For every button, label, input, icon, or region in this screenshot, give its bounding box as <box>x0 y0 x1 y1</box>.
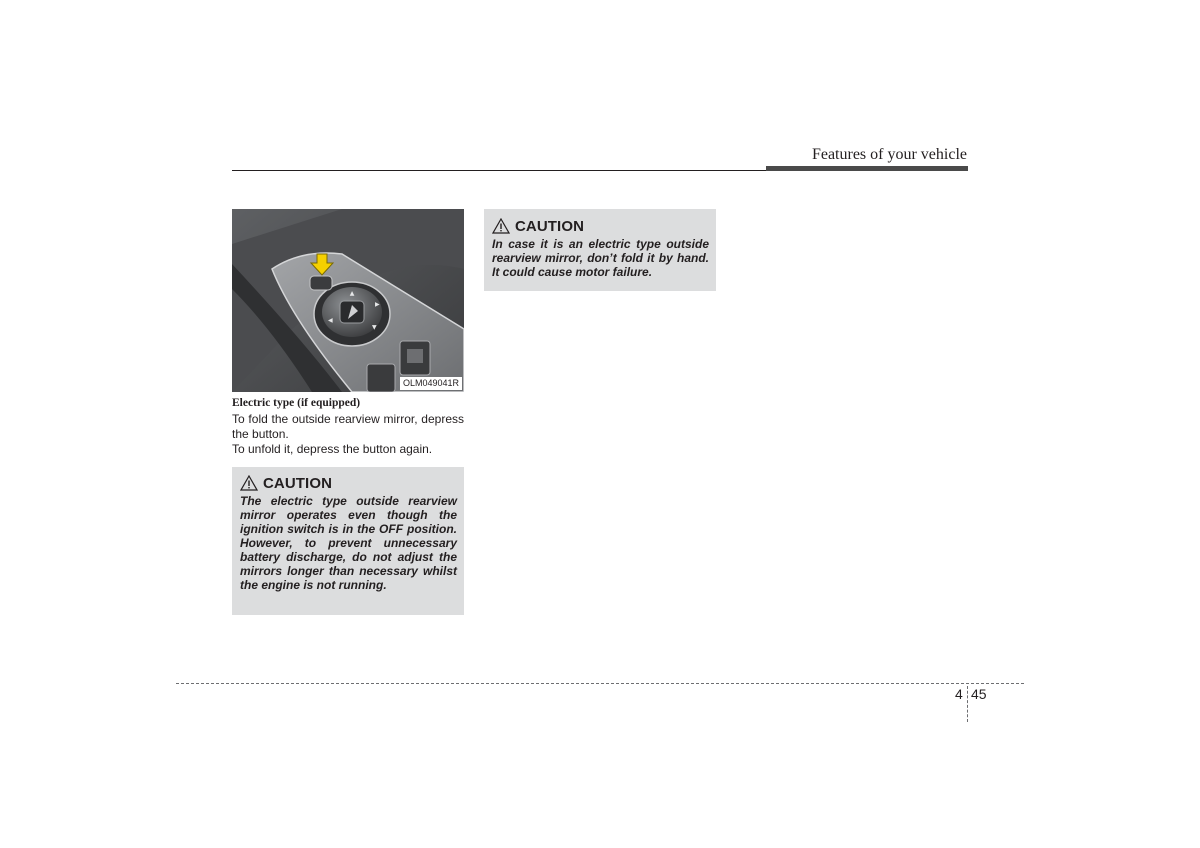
body-paragraph-fold: To fold the outside rearview mirror, depress the button. <box>232 412 464 441</box>
svg-text:▶: ▶ <box>375 301 380 308</box>
caution-title: CAUTION <box>515 217 585 235</box>
caution-title: CAUTION <box>263 474 333 492</box>
page-number: 45 <box>971 686 987 702</box>
svg-text:▲: ▲ <box>349 290 355 297</box>
mirror-switch-photo <box>232 209 464 392</box>
warning-triangle-icon <box>492 218 510 234</box>
footer-rule <box>176 683 1024 684</box>
caution-box-manual-fold <box>484 209 716 291</box>
svg-text:▼: ▼ <box>372 324 377 331</box>
caution-text: In case it is an electric type outside rearview mirror, don’t fold it by hand. It could cause motor failure. <box>492 237 709 279</box>
header-rule <box>232 170 768 171</box>
page-header-title: Features of your vehicle <box>811 146 967 163</box>
chapter-number: 4 <box>955 686 963 702</box>
section-heading: Electric type (if equipped) <box>232 397 361 409</box>
door-panel-illustration <box>232 209 464 392</box>
header-rule-accent <box>766 166 968 171</box>
svg-text:◀: ◀ <box>328 317 333 324</box>
warning-triangle-icon <box>240 475 258 491</box>
body-paragraph-unfold: To unfold it, depress the button again. <box>232 442 433 456</box>
caution-text: The electric type outside rearview mirror operates even though the ignition switch is in the OFF position. However, to prevent unnecessary battery discharge, do not adjust the mirrors longer than necessary whilst the engine is not running. <box>240 494 457 592</box>
caution-box-battery <box>232 467 464 615</box>
figure-code: OLM049041R <box>400 377 462 390</box>
footer-divider <box>967 686 968 722</box>
